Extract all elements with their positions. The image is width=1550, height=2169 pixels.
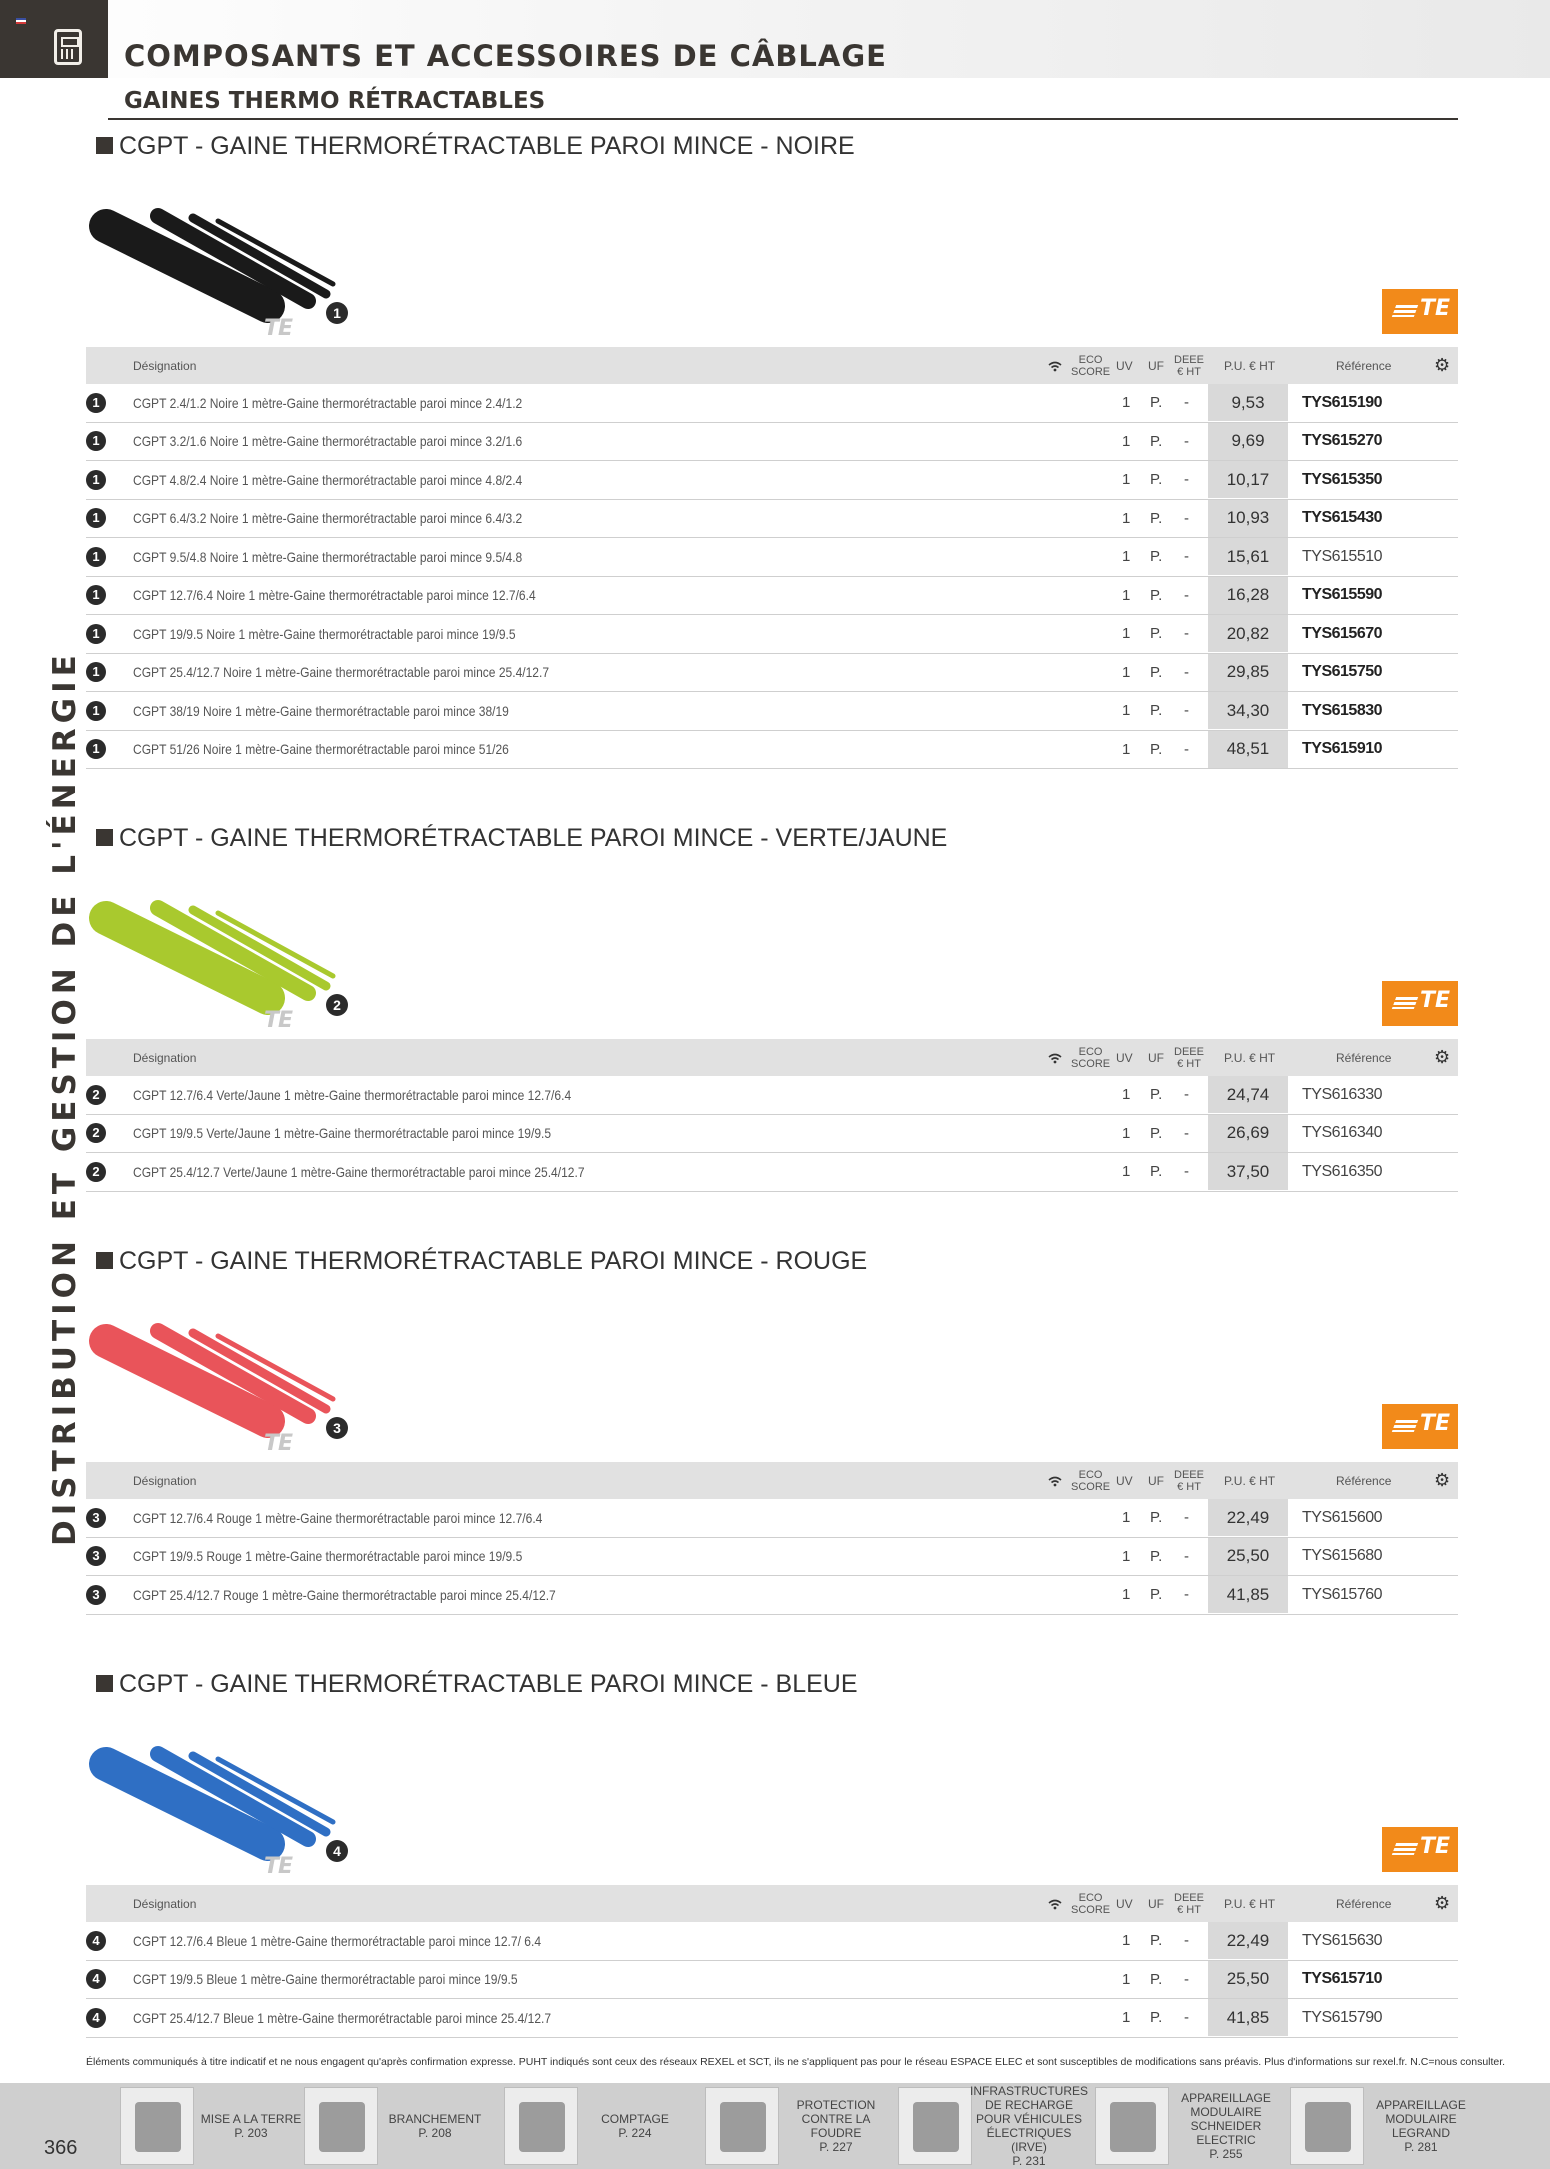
footer-nav-line: P. 255	[1209, 2147, 1243, 2161]
footer-nav-line: P. 224	[618, 2126, 652, 2140]
item-number-badge: 3	[86, 1546, 106, 1566]
cell-uv: 1	[1122, 1086, 1131, 1103]
disclaimer: Éléments communiqués à titre indicatif et ne nous engagent qu'après confirmation expresse. PUHT indiqués sont ceux des réseaux REXEL et SCT, ils ne s'appliquent pas pour le réseau ESPACE ELEC et sont susceptibles de modifications sans préavis. Plus d'informations sur rexel.fr. N.C=nous consulter.	[86, 2056, 1506, 2068]
cell-reference[interactable]: TYS615270	[1302, 432, 1383, 449]
col-eco-score: ECO SCORE	[1071, 1468, 1111, 1493]
cell-uv: 1	[1122, 548, 1131, 565]
section-tab[interactable]	[0, 0, 108, 78]
category-thumbnail	[705, 2087, 779, 2165]
gear-icon[interactable]: ⚙	[1434, 1893, 1451, 1913]
product-table	[86, 1039, 1458, 1192]
category-thumbnail	[120, 2087, 194, 2165]
product-thumbnail-icon	[720, 2102, 766, 2152]
meter-icon	[54, 29, 82, 65]
footer-nav-line: DE RECHARGE	[984, 2098, 1073, 2112]
cell-unit-price: 22,49	[1208, 1499, 1288, 1536]
cell-designation: CGPT 51/26 Noire 1 mètre-Gaine thermorétractable paroi mince 51/26	[133, 741, 509, 757]
te-lines-icon	[1392, 997, 1418, 1009]
product-thumbnail-icon	[1110, 2102, 1156, 2152]
cell-deee: -	[1184, 1932, 1189, 1949]
section-title	[96, 132, 855, 161]
category-thumbnail	[304, 2087, 378, 2165]
footer-nav-label	[970, 2084, 1089, 2168]
cell-uv: 1	[1122, 1586, 1131, 1603]
item-number-badge: 1	[86, 547, 106, 567]
col-reference: Référence	[1336, 1896, 1392, 1911]
item-number-badge: 1	[86, 470, 106, 490]
cell-reference[interactable]: TYS616340	[1302, 1124, 1383, 1141]
footer-nav-line: CONTRE LA FOUDRE	[801, 2112, 871, 2140]
item-number-badge: 1	[86, 508, 106, 528]
brand-watermark: TE	[264, 1008, 293, 1033]
col-reference: Référence	[1336, 1473, 1392, 1488]
cell-reference[interactable]: TYS615590	[1302, 586, 1383, 603]
te-brand-logo	[1382, 1404, 1458, 1449]
product-image	[88, 176, 418, 366]
product-table	[86, 1462, 1458, 1615]
cell-uf: P.	[1150, 1086, 1163, 1103]
footer-nav-link[interactable]	[705, 2087, 905, 2165]
product-thumbnail-icon	[135, 2102, 181, 2152]
cell-designation: CGPT 3.2/1.6 Noire 1 mètre-Gaine thermorétractable paroi mince 3.2/1.6	[133, 433, 523, 449]
cell-uv: 1	[1122, 394, 1131, 411]
cell-uf: P.	[1150, 740, 1163, 758]
cell-unit-price: 15,61	[1208, 538, 1288, 575]
table-row[interactable]	[86, 1538, 1458, 1577]
section-title	[96, 1247, 867, 1276]
section-title	[96, 1670, 858, 1699]
col-reference: Référence	[1336, 358, 1392, 373]
cell-uf: P.	[1150, 1547, 1163, 1565]
footer-nav-line: POUR VÉHICULES	[975, 2112, 1083, 2126]
cell-unit-price: 10,93	[1208, 500, 1288, 537]
cell-deee: -	[1184, 586, 1189, 604]
cell-uf: P.	[1150, 1509, 1163, 1526]
section-title-text: CGPT - GAINE THERMORÉTRACTABLE PAROI MINCE - BLEUE	[119, 1670, 858, 1698]
cell-uv: 1	[1122, 586, 1131, 604]
footer-nav-label	[380, 2087, 490, 2165]
item-number-badge: 1	[86, 393, 106, 413]
brand-watermark: TE	[264, 316, 293, 341]
item-number-badge: 1	[86, 662, 106, 682]
col-eco-score: ECO SCORE	[1071, 1891, 1111, 1916]
te-logo-text: TE	[1419, 988, 1450, 1013]
cell-uv: 1	[1122, 663, 1131, 681]
product-thumbnail-icon	[319, 2102, 365, 2152]
cell-unit-price: 29,85	[1208, 654, 1288, 691]
section-title-text: CGPT - GAINE THERMORÉTRACTABLE PAROI MINCE - VERTE/JAUNE	[119, 824, 948, 852]
cell-uv: 1	[1122, 1547, 1131, 1565]
table-header	[86, 1885, 1458, 1922]
footer-nav-label	[196, 2087, 306, 2165]
cell-uf: P.	[1150, 1124, 1163, 1142]
col-deee: DEEE € HT	[1174, 1891, 1204, 1916]
table-row[interactable]	[86, 577, 1458, 616]
cell-reference[interactable]: TYS615680	[1302, 1547, 1383, 1564]
cell-deee: -	[1184, 1163, 1189, 1180]
table-row[interactable]	[86, 384, 1458, 423]
col-designation: Désignation	[133, 358, 197, 373]
cell-unit-price: 20,82	[1208, 615, 1288, 652]
product-table	[86, 347, 1458, 769]
table-row[interactable]	[86, 615, 1458, 654]
cell-deee: -	[1184, 2009, 1189, 2026]
sidebar-chapter-label: DISTRIBUTION ET GESTION DE L'ÉNERGIE	[47, 650, 83, 1546]
table-row[interactable]	[86, 692, 1458, 731]
gear-icon[interactable]: ⚙	[1434, 355, 1451, 375]
cell-deee: -	[1184, 625, 1189, 642]
cell-uv: 1	[1122, 432, 1131, 450]
table-row[interactable]	[86, 1153, 1458, 1192]
te-logo-text: TE	[1419, 1834, 1450, 1859]
item-number-badge: 2	[86, 1085, 106, 1105]
footer-nav-label	[1366, 2087, 1476, 2165]
footer-nav-line: INFRASTRUCTURES	[970, 2084, 1089, 2098]
cell-deee: -	[1184, 1547, 1189, 1565]
gear-icon[interactable]: ⚙	[1434, 1470, 1451, 1490]
item-number-badge: 4	[86, 2008, 106, 2028]
product-image	[88, 1291, 418, 1481]
flag-icon	[16, 18, 26, 24]
page-title: COMPOSANTS ET ACCESSOIRES DE CÂBLAGE	[124, 39, 887, 73]
square-bullet-icon	[96, 1252, 113, 1269]
footer-nav-line: P. 227	[819, 2140, 853, 2154]
title-divider	[108, 118, 1458, 120]
cell-reference[interactable]: TYS615190	[1302, 393, 1383, 411]
col-reference: Référence	[1336, 1050, 1392, 1065]
table-row[interactable]	[86, 1499, 1458, 1538]
cell-deee: -	[1184, 1086, 1189, 1103]
product-image	[88, 868, 418, 1058]
table-row[interactable]	[86, 1115, 1458, 1154]
cell-uf: P.	[1150, 1970, 1163, 1988]
item-number-badge: 3	[86, 1585, 106, 1605]
footer-nav-line: LEGRAND	[1391, 2126, 1450, 2140]
cell-designation: CGPT 25.4/12.7 Verte/Jaune 1 mètre-Gaine thermorétractable paroi mince 25.4/12.7	[133, 1163, 585, 1180]
col-uf: UF	[1148, 1473, 1164, 1488]
col-designation: Désignation	[133, 1896, 197, 1911]
te-brand-logo	[1382, 981, 1458, 1026]
cell-deee: -	[1184, 702, 1189, 719]
cell-reference[interactable]: TYS615600	[1302, 1508, 1383, 1526]
cell-designation: CGPT 4.8/2.4 Noire 1 mètre-Gaine thermorétractable paroi mince 4.8/2.4	[133, 471, 523, 488]
brand-watermark: TE	[264, 1854, 293, 1879]
footer-nav-link[interactable]	[1095, 2087, 1295, 2165]
cell-uv: 1	[1122, 740, 1131, 758]
cell-unit-price: 25,50	[1208, 1538, 1288, 1575]
cell-deee: -	[1184, 394, 1189, 411]
wifi-icon	[1046, 347, 1064, 384]
item-number-badge: 1	[86, 431, 106, 451]
footer-nav-label	[580, 2087, 690, 2165]
cell-reference[interactable]: TYS615710	[1302, 1970, 1383, 1987]
section-title-text: CGPT - GAINE THERMORÉTRACTABLE PAROI MINCE - ROUGE	[119, 1247, 868, 1275]
cell-reference[interactable]: TYS616350	[1302, 1162, 1383, 1180]
col-uf: UF	[1148, 1896, 1164, 1911]
cell-unit-price: 9,53	[1208, 384, 1288, 421]
col-unit-price: P.U. € HT	[1224, 1896, 1276, 1911]
cell-uf: P.	[1150, 586, 1163, 604]
cell-deee: -	[1184, 663, 1189, 681]
cell-designation: CGPT 25.4/12.7 Rouge 1 mètre-Gaine thermorétractable paroi mince 25.4/12.7	[133, 1586, 556, 1603]
cell-deee: -	[1184, 740, 1189, 758]
category-thumbnail	[898, 2087, 972, 2165]
table-row[interactable]	[86, 1076, 1458, 1115]
col-eco-score: ECO SCORE	[1071, 1045, 1111, 1070]
col-unit-price: P.U. € HT	[1224, 1473, 1276, 1488]
cell-uf: P.	[1150, 394, 1163, 411]
table-header	[86, 1462, 1458, 1499]
table-header	[86, 347, 1458, 384]
cell-unit-price: 24,74	[1208, 1076, 1288, 1113]
cell-unit-price: 26,69	[1208, 1115, 1288, 1152]
cell-uf: P.	[1150, 548, 1163, 565]
cell-reference[interactable]: TYS615830	[1302, 701, 1383, 719]
footer-nav-line: ÉLECTRIQUES (IRVE)	[986, 2126, 1072, 2154]
square-bullet-icon	[96, 1675, 113, 1692]
item-number-badge: 1	[86, 624, 106, 644]
cell-reference[interactable]: TYS615910	[1302, 740, 1383, 757]
product-number-badge: 2	[326, 994, 348, 1016]
cell-designation: CGPT 9.5/4.8 Noire 1 mètre-Gaine thermorétractable paroi mince 9.5/4.8	[133, 548, 523, 565]
item-number-badge: 4	[86, 1931, 106, 1951]
cell-designation: CGPT 12.7/6.4 Verte/Jaune 1 mètre-Gaine thermorétractable paroi mince 12.7/6.4	[133, 1086, 572, 1103]
cell-designation: CGPT 25.4/12.7 Noire 1 mètre-Gaine thermorétractable paroi mince 25.4/12.7	[133, 664, 550, 680]
col-deee: DEEE € HT	[1174, 353, 1204, 378]
footer-nav-line: MISE A LA TERRE	[200, 2112, 302, 2126]
cell-uf: P.	[1150, 1163, 1163, 1180]
footer-nav-line: P. 231	[1012, 2154, 1046, 2168]
table-row[interactable]	[86, 1922, 1458, 1961]
item-number-badge: 2	[86, 1123, 106, 1143]
section-title-text: CGPT - GAINE THERMORÉTRACTABLE PAROI MINCE - NOIRE	[119, 132, 855, 160]
cell-reference[interactable]: TYS616330	[1302, 1085, 1383, 1103]
cell-reference[interactable]: TYS615630	[1302, 1931, 1383, 1949]
footer-nav-label	[781, 2087, 891, 2165]
table-row[interactable]	[86, 654, 1458, 693]
cell-designation: CGPT 2.4/1.2 Noire 1 mètre-Gaine thermorétractable paroi mince 2.4/1.2	[133, 394, 523, 411]
cell-unit-price: 22,49	[1208, 1922, 1288, 1959]
product-thumbnail-icon	[913, 2102, 959, 2152]
cell-designation: CGPT 6.4/3.2 Noire 1 mètre-Gaine thermorétractable paroi mince 6.4/3.2	[133, 510, 523, 526]
item-number-badge: 1	[86, 739, 106, 759]
cell-deee: -	[1184, 1970, 1189, 1988]
product-number-badge: 1	[326, 302, 348, 324]
col-uv: UV	[1116, 1050, 1133, 1065]
cell-uf: P.	[1150, 1586, 1163, 1603]
brand-watermark: TE	[264, 1431, 293, 1456]
cell-designation: CGPT 19/9.5 Noire 1 mètre-Gaine thermorétractable paroi mince 19/9.5	[133, 625, 516, 642]
cell-designation: CGPT 25.4/12.7 Bleue 1 mètre-Gaine thermorétractable paroi mince 25.4/12.7	[133, 2009, 552, 2026]
product-number-badge: 3	[326, 1417, 348, 1439]
cell-deee: -	[1184, 432, 1189, 450]
table-row[interactable]	[86, 1961, 1458, 2000]
cell-deee: -	[1184, 509, 1189, 527]
footer-nav-line: APPAREILLAGE	[1376, 2098, 1466, 2112]
cell-unit-price: 34,30	[1208, 692, 1288, 729]
cell-deee: -	[1184, 1586, 1189, 1603]
cell-uv: 1	[1122, 1509, 1131, 1526]
footer-nav-line: PROTECTION	[796, 2098, 876, 2112]
cell-uf: P.	[1150, 509, 1163, 527]
cell-designation: CGPT 19/9.5 Bleue 1 mètre-Gaine thermorétractable paroi mince 19/9.5	[133, 1971, 518, 1987]
cell-designation: CGPT 19/9.5 Rouge 1 mètre-Gaine thermorétractable paroi mince 19/9.5	[133, 1548, 523, 1564]
table-row[interactable]	[86, 500, 1458, 539]
cell-deee: -	[1184, 548, 1189, 565]
cell-reference[interactable]: TYS615430	[1302, 509, 1383, 526]
cell-uf: P.	[1150, 471, 1163, 488]
cell-uv: 1	[1122, 1124, 1131, 1142]
cell-unit-price: 9,69	[1208, 423, 1288, 460]
wifi-icon	[1046, 1039, 1064, 1076]
cell-unit-price: 48,51	[1208, 731, 1288, 768]
col-uv: UV	[1116, 1473, 1133, 1488]
col-unit-price: P.U. € HT	[1224, 358, 1276, 373]
cell-uf: P.	[1150, 625, 1163, 642]
cell-deee: -	[1184, 471, 1189, 488]
footer-nav-line: BRANCHEMENT	[388, 2112, 482, 2126]
cell-uv: 1	[1122, 509, 1131, 527]
footer-nav-line: COMPTAGE	[601, 2112, 669, 2126]
footer-nav-line: P. 203	[234, 2126, 268, 2140]
te-lines-icon	[1392, 1420, 1418, 1432]
footer-nav-link[interactable]	[1290, 2087, 1490, 2165]
col-deee: DEEE € HT	[1174, 1468, 1204, 1493]
cell-reference[interactable]: TYS615790	[1302, 2008, 1383, 2026]
col-uf: UF	[1148, 1050, 1164, 1065]
cell-deee: -	[1184, 1509, 1189, 1526]
col-deee: DEEE € HT	[1174, 1045, 1204, 1070]
wifi-icon	[1046, 1885, 1064, 1922]
footer-nav-line: SCHNEIDER	[1190, 2119, 1262, 2133]
cell-designation: CGPT 12.7/6.4 Bleue 1 mètre-Gaine thermorétractable paroi mince 12.7/ 6.4	[133, 1932, 542, 1949]
cell-unit-price: 10,17	[1208, 461, 1288, 498]
footer-nav-line: P. 281	[1404, 2140, 1438, 2154]
cell-reference[interactable]: TYS615350	[1302, 470, 1383, 488]
gear-icon[interactable]: ⚙	[1434, 1047, 1451, 1067]
cell-reference[interactable]: TYS615510	[1302, 547, 1383, 565]
footer-nav-line: ELECTRIC	[1196, 2133, 1256, 2147]
te-logo-text: TE	[1419, 1411, 1450, 1436]
cell-uv: 1	[1122, 702, 1131, 719]
square-bullet-icon	[96, 137, 113, 154]
product-thumbnail-icon	[519, 2102, 565, 2152]
item-number-badge: 1	[86, 701, 106, 721]
cell-uv: 1	[1122, 2009, 1131, 2026]
product-table	[86, 1885, 1458, 2038]
page-subtitle: GAINES THERMO RÉTRACTABLES	[124, 88, 546, 114]
col-uv: UV	[1116, 1896, 1133, 1911]
te-brand-logo	[1382, 1827, 1458, 1872]
page-number: 366	[44, 2137, 78, 2159]
footer-nav-link[interactable]	[898, 2084, 1098, 2168]
col-uv: UV	[1116, 358, 1133, 373]
cell-designation: CGPT 12.7/6.4 Rouge 1 mètre-Gaine thermorétractable paroi mince 12.7/6.4	[133, 1509, 543, 1526]
category-thumbnail	[1095, 2087, 1169, 2165]
cell-unit-price: 16,28	[1208, 577, 1288, 614]
cell-unit-price: 25,50	[1208, 1961, 1288, 1998]
footer-nav-link[interactable]	[120, 2087, 320, 2165]
cell-uv: 1	[1122, 1163, 1131, 1180]
table-header	[86, 1039, 1458, 1076]
footer-nav-label	[1171, 2087, 1281, 2165]
footer-nav-line: MODULAIRE	[1190, 2105, 1262, 2119]
col-eco-score: ECO SCORE	[1071, 353, 1111, 378]
table-row[interactable]	[86, 538, 1458, 577]
cell-reference[interactable]: TYS615750	[1302, 663, 1383, 680]
product-number-badge: 4	[326, 1840, 348, 1862]
te-lines-icon	[1392, 1843, 1418, 1855]
footer-nav-line: APPAREILLAGE	[1181, 2091, 1271, 2105]
table-row[interactable]	[86, 1576, 1458, 1615]
category-thumbnail	[504, 2087, 578, 2165]
product-thumbnail-icon	[1305, 2102, 1351, 2152]
te-logo-text: TE	[1419, 296, 1450, 321]
cell-designation: CGPT 38/19 Noire 1 mètre-Gaine thermorétractable paroi mince 38/19	[133, 702, 509, 719]
table-row[interactable]	[86, 731, 1458, 770]
te-lines-icon	[1392, 305, 1418, 317]
product-image	[88, 1714, 418, 1904]
cell-reference[interactable]: TYS615670	[1302, 624, 1383, 642]
cell-uv: 1	[1122, 625, 1131, 642]
cell-uf: P.	[1150, 663, 1163, 681]
col-uf: UF	[1148, 358, 1164, 373]
footer-nav-link[interactable]	[504, 2087, 704, 2165]
cell-unit-price: 41,85	[1208, 1999, 1288, 2036]
cell-uf: P.	[1150, 2009, 1163, 2026]
cell-reference[interactable]: TYS615760	[1302, 1585, 1383, 1603]
table-row[interactable]	[86, 1999, 1458, 2038]
footer-nav-link[interactable]	[304, 2087, 504, 2165]
cell-uv: 1	[1122, 471, 1131, 488]
footer-nav-line: MODULAIRE	[1385, 2112, 1457, 2126]
cell-uf: P.	[1150, 432, 1163, 450]
table-row[interactable]	[86, 423, 1458, 462]
item-number-badge: 1	[86, 585, 106, 605]
item-number-badge: 4	[86, 1969, 106, 1989]
col-designation: Désignation	[133, 1473, 197, 1488]
item-number-badge: 2	[86, 1162, 106, 1182]
footer-nav-line: P. 208	[418, 2126, 452, 2140]
col-designation: Désignation	[133, 1050, 197, 1065]
cell-designation: CGPT 12.7/6.4 Noire 1 mètre-Gaine thermorétractable paroi mince 12.7/6.4	[133, 587, 536, 603]
te-brand-logo	[1382, 289, 1458, 334]
cell-uf: P.	[1150, 1932, 1163, 1949]
wifi-icon	[1046, 1462, 1064, 1499]
cell-unit-price: 37,50	[1208, 1153, 1288, 1190]
square-bullet-icon	[96, 829, 113, 846]
cell-uf: P.	[1150, 702, 1163, 719]
table-row[interactable]	[86, 461, 1458, 500]
cell-uv: 1	[1122, 1932, 1131, 1949]
cell-uv: 1	[1122, 1970, 1131, 1988]
item-number-badge: 3	[86, 1508, 106, 1528]
col-unit-price: P.U. € HT	[1224, 1050, 1276, 1065]
section-title	[96, 824, 947, 853]
cell-deee: -	[1184, 1124, 1189, 1142]
cell-unit-price: 41,85	[1208, 1576, 1288, 1613]
cell-designation: CGPT 19/9.5 Verte/Jaune 1 mètre-Gaine thermorétractable paroi mince 19/9.5	[133, 1125, 552, 1141]
category-thumbnail	[1290, 2087, 1364, 2165]
